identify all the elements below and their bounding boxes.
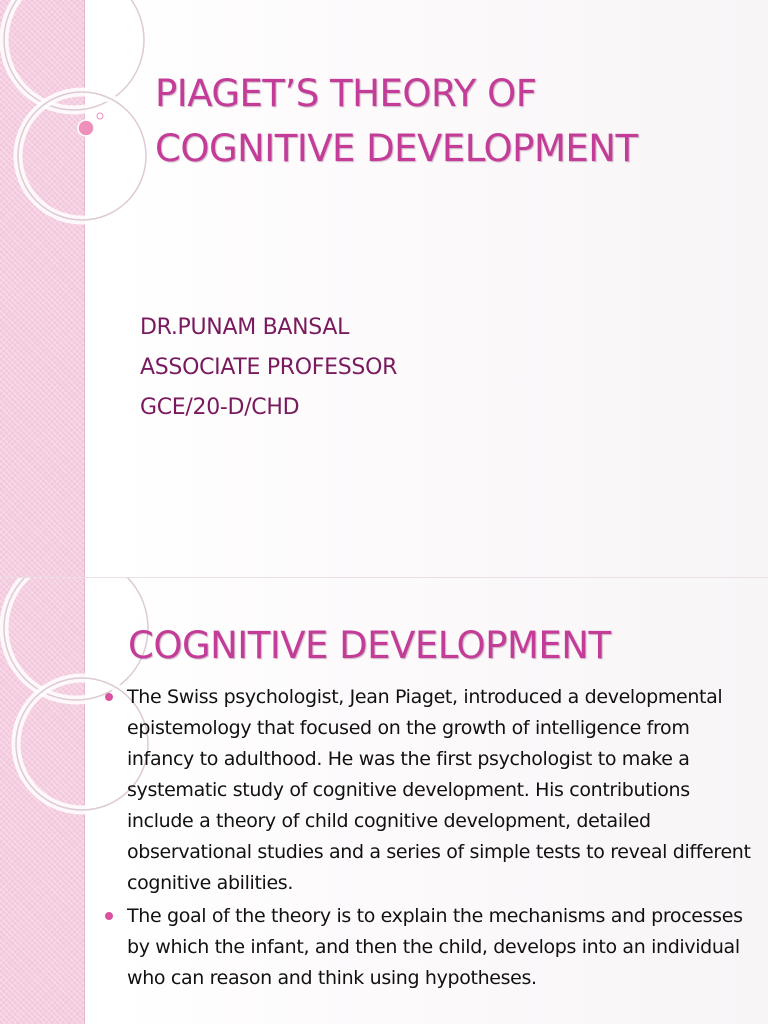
- bullet-icon: [105, 912, 113, 920]
- author-name: DR.PUNAM BANSAL: [140, 315, 350, 340]
- decorative-side-band: [0, 578, 85, 1024]
- presentation-title: [155, 66, 745, 176]
- author-position: ASSOCIATE PROFESSOR: [140, 355, 398, 380]
- bullet-list: [103, 682, 753, 996]
- title-line: COGNITIVE DEVELOPMENT: [155, 127, 638, 170]
- author-institution: GCE/20-D/CHD: [140, 395, 300, 420]
- bullet-item: [103, 901, 753, 994]
- bullet-text: The goal of the theory is to explain the mechanisms and processes by which the infant, and then the child, develops into an individual who can reason and think using hypotheses.: [127, 905, 743, 989]
- title-line: PIAGET’S THEORY OF: [155, 72, 537, 115]
- slide-title: COGNITIVE DEVELOPMENT: [128, 624, 611, 667]
- decorative-side-band: [0, 0, 85, 577]
- slide-content: [0, 577, 768, 1024]
- bullet-text: The Swiss psychologist, Jean Piaget, introduced a developmental epistemology that focused on the growth of intelligence from infancy to adulthood. He was the first psychologist to make a systematic study of cognitive development. His contributions include a theory of child cognitive development, detailed observational studies and a series of simple tests to reveal different cognitive abilities.: [127, 686, 751, 894]
- author-info: [140, 308, 397, 428]
- bullet-icon: [105, 693, 113, 701]
- bullet-item: [103, 682, 753, 899]
